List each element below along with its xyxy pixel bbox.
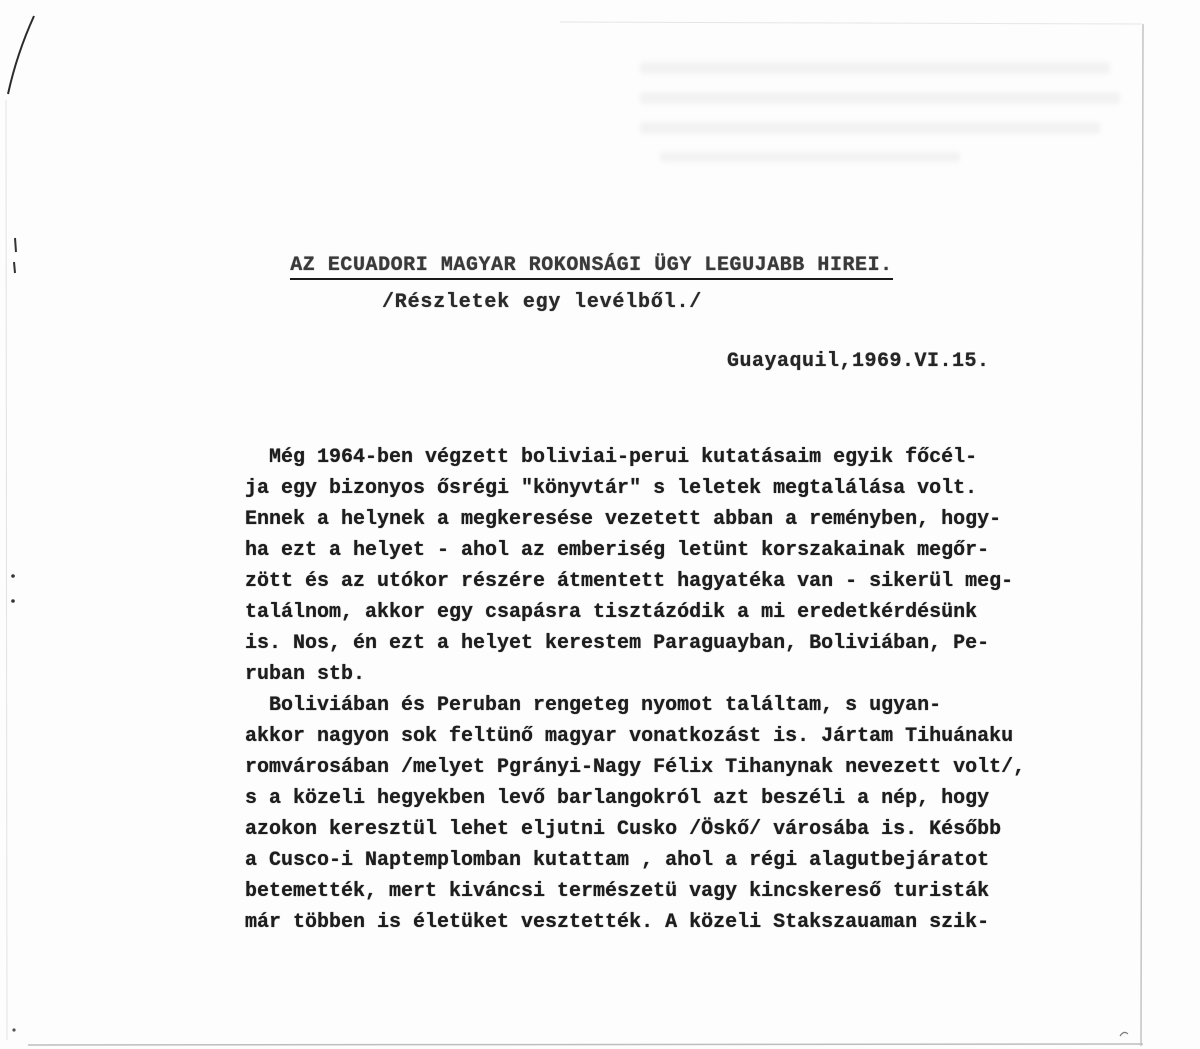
left-margin-speck	[11, 574, 15, 578]
document-title-text: AZ ECUADORI MAGYAR ROKONSÁGI ÜGY LEGUJABB HIREI.	[290, 254, 893, 280]
right-paper-edge	[1141, 24, 1143, 1046]
body-line: Még 1964-ben végzett boliviai-perui kutatásaim egyik főcél-	[269, 446, 978, 469]
body-line: találnom, akkor egy csapásra tisztázódik a mi eredetkérdésünk	[245, 601, 978, 624]
top-paper-edge	[560, 22, 1143, 24]
bleed-through-mark	[640, 62, 1110, 74]
bleed-through-mark	[640, 122, 1100, 134]
body-line: Boliviában és Peruban rengeteg nyomot találtam, s ugyan-	[269, 694, 942, 717]
body-line: már többen is életüket vesztették. A közeli Stakszauaman szik-	[245, 911, 990, 934]
left-edge-line	[6, 100, 7, 1040]
bleed-through-mark	[640, 92, 1120, 104]
bottom-paper-edge	[28, 1044, 1143, 1045]
body-line: akkor nagyon sok feltünő magyar vonatkozást is. Jártam Tihuánaku	[245, 725, 1014, 748]
letter-body	[245, 442, 1045, 938]
bottom-right-speck	[1120, 1032, 1128, 1036]
body-line: betemették, mert kiváncsi természetü vagy kincskereső turisták	[245, 880, 990, 903]
body-line: Ennek a helynek a megkeresése vezetett abban a reményben, hogy-	[245, 508, 1002, 531]
left-margin-speck	[15, 238, 16, 252]
body-line: romvárosában /melyet Pgrányi-Nagy Félix Tihanynak nevezett volt/,	[245, 756, 1026, 779]
body-line: ruban stb.	[245, 663, 366, 686]
body-line: zött és az utókor részére átmentett hagyatéka van - sikerül meg-	[245, 570, 1014, 593]
left-margin-speck	[14, 262, 15, 273]
body-line: azokon keresztül lehet eljutni Cusko /Öskő/ városába is. Később	[245, 818, 1002, 841]
body-line: is. Nos, én ezt a helyet kerestem Paraguayban, Boliviában, Pe-	[245, 632, 990, 655]
page-edge-curl	[8, 16, 34, 94]
body-line: ha ezt a helyet - ahol az emberiség letünt korszakainak megőr-	[245, 539, 990, 562]
body-line: s a közeli hegyekben levő barlangokról azt beszéli a nép, hogy	[245, 787, 990, 810]
left-margin-speck	[11, 599, 15, 603]
body-line: ja egy bizonyos ősrégi "könyvtár" s leletek megtalálása volt.	[245, 477, 978, 500]
left-margin-speck	[12, 1028, 15, 1031]
bleed-through-mark	[660, 152, 960, 162]
body-line: a Cusco-i Naptemplomban kutattam , ahol a régi alagutbejáratot	[245, 849, 990, 872]
document-subtitle: /Részletek egy levélből./	[382, 291, 703, 314]
place-and-date: Guayaquil,1969.VI.15.	[727, 350, 990, 373]
